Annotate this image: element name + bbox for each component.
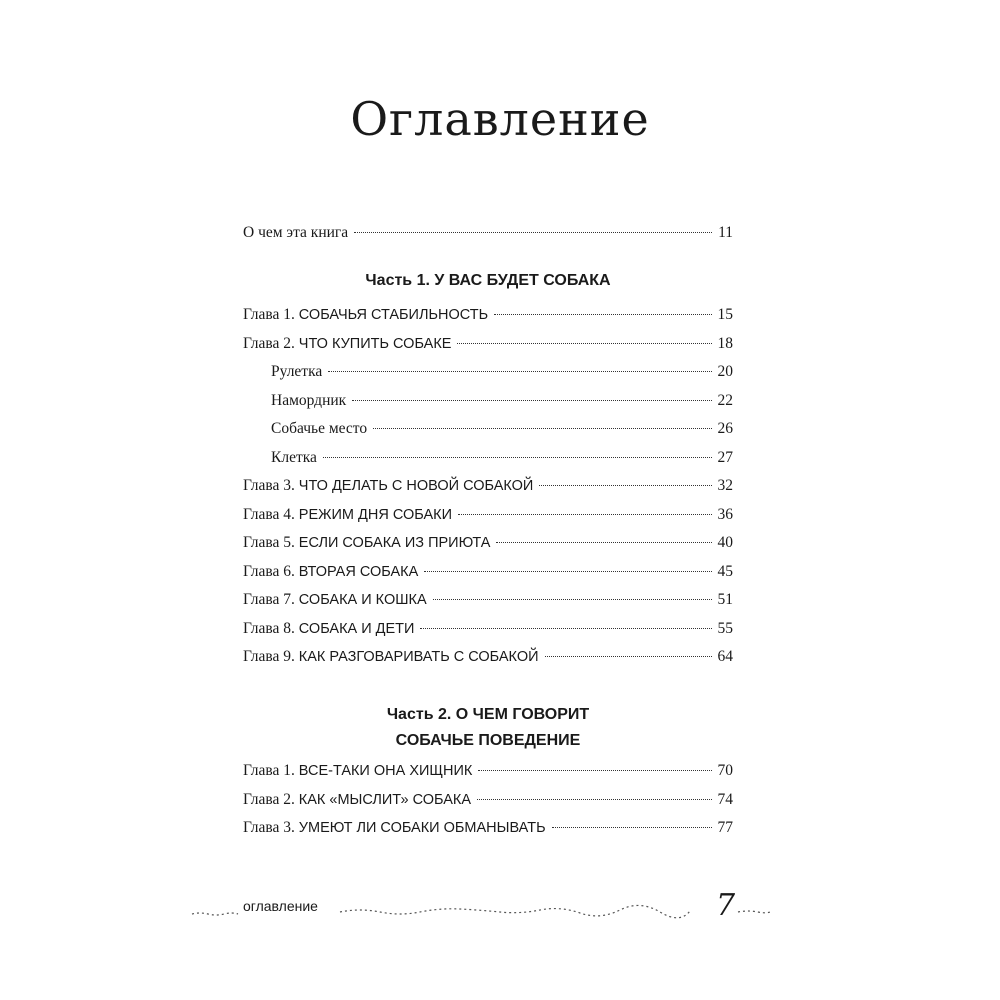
chapter-number: Глава 6. xyxy=(243,562,299,580)
toc-entry-page: 26 xyxy=(717,420,733,437)
toc-entry-label: Рулетка xyxy=(271,363,323,380)
toc-entry-label: Намордник xyxy=(271,391,347,409)
chapter-number: Глава 1. xyxy=(243,762,299,779)
chapter-number: Глава 3. xyxy=(243,477,299,494)
chapter-number: Глава 2. xyxy=(243,334,299,352)
chapter-title: ЧТО ДЕЛАТЬ С НОВОЙ СОБАКОЙ xyxy=(298,478,534,494)
page-title: Оглавление xyxy=(350,92,650,146)
toc-entry-page: 20 xyxy=(717,363,733,380)
chapter-number: Глава 7. xyxy=(243,591,299,608)
chapter-title: КАК РАЗГОВАРИВАТЬ С СОБАКОЙ xyxy=(298,649,539,665)
chapter-title: ВСЕ-ТАКИ ОНА ХИЩНИК xyxy=(298,763,473,779)
part-2-heading-line-1: Часть 2. О ЧЕМ ГОВОРИТ xyxy=(386,706,590,723)
chapter-number: Глава 5. xyxy=(243,534,299,551)
chapter-number: Глава 3. xyxy=(243,819,299,836)
toc-entry-page: 11 xyxy=(718,224,733,241)
chapter-title: ВТОРАЯ СОБАКА xyxy=(298,563,419,580)
toc-entry-page: 15 xyxy=(717,306,733,323)
chapter-title: СОБАКА И ДЕТИ xyxy=(298,620,415,637)
toc-entry-page: 74 xyxy=(717,790,733,808)
chapter-title: РЕЖИМ ДНЯ СОБАКИ xyxy=(298,506,453,523)
toc-entry-label: О чем эта книга xyxy=(243,224,349,241)
toc-entry-page: 36 xyxy=(717,505,733,523)
footer-page-number: 7 xyxy=(716,888,736,923)
chapter-title: КАК «МЫСЛИТ» СОБАКА xyxy=(298,791,472,808)
toc-entry-page: 70 xyxy=(717,762,733,779)
part-2-heading-line-2: СОБАЧЬЕ ПОВЕДЕНИЕ xyxy=(395,732,581,749)
chapter-title: ЕСЛИ СОБАКА ИЗ ПРИЮТА xyxy=(298,535,491,551)
chapter-number: Глава 2. xyxy=(243,790,299,808)
toc-entry-page: 22 xyxy=(717,391,733,409)
toc-entry-page: 51 xyxy=(717,591,733,608)
toc-entry-page: 45 xyxy=(717,562,733,580)
footer-section-label: оглавление xyxy=(243,898,318,914)
toc-entry-page: 32 xyxy=(717,477,733,494)
toc-entry-label: Клетка xyxy=(271,448,317,466)
chapter-title: СОБАЧЬЯ СТАБИЛЬНОСТЬ xyxy=(298,307,489,323)
toc-entry-page: 64 xyxy=(717,648,733,665)
toc-entry-page: 27 xyxy=(717,448,733,466)
chapter-title: СОБАКА И КОШКА xyxy=(298,592,427,608)
chapter-number: Глава 4. xyxy=(243,505,299,523)
chapter-title: УМЕЮТ ЛИ СОБАКИ ОБМАНЫВАТЬ xyxy=(298,820,546,836)
chapter-title: ЧТО КУПИТЬ СОБАКЕ xyxy=(298,335,452,352)
part-1-heading: Часть 1. У ВАС БУДЕТ СОБАКА xyxy=(365,272,611,289)
toc-entry-label: Собачье место xyxy=(271,420,368,437)
chapter-number: Глава 1. xyxy=(243,306,299,323)
chapter-number: Глава 9. xyxy=(243,648,299,665)
toc-entry-page: 18 xyxy=(717,334,733,352)
toc-entry-page: 40 xyxy=(717,534,733,551)
chapter-number: Глава 8. xyxy=(243,619,299,637)
toc-entry-page: 77 xyxy=(717,819,733,836)
toc-entry-page: 55 xyxy=(717,619,733,637)
